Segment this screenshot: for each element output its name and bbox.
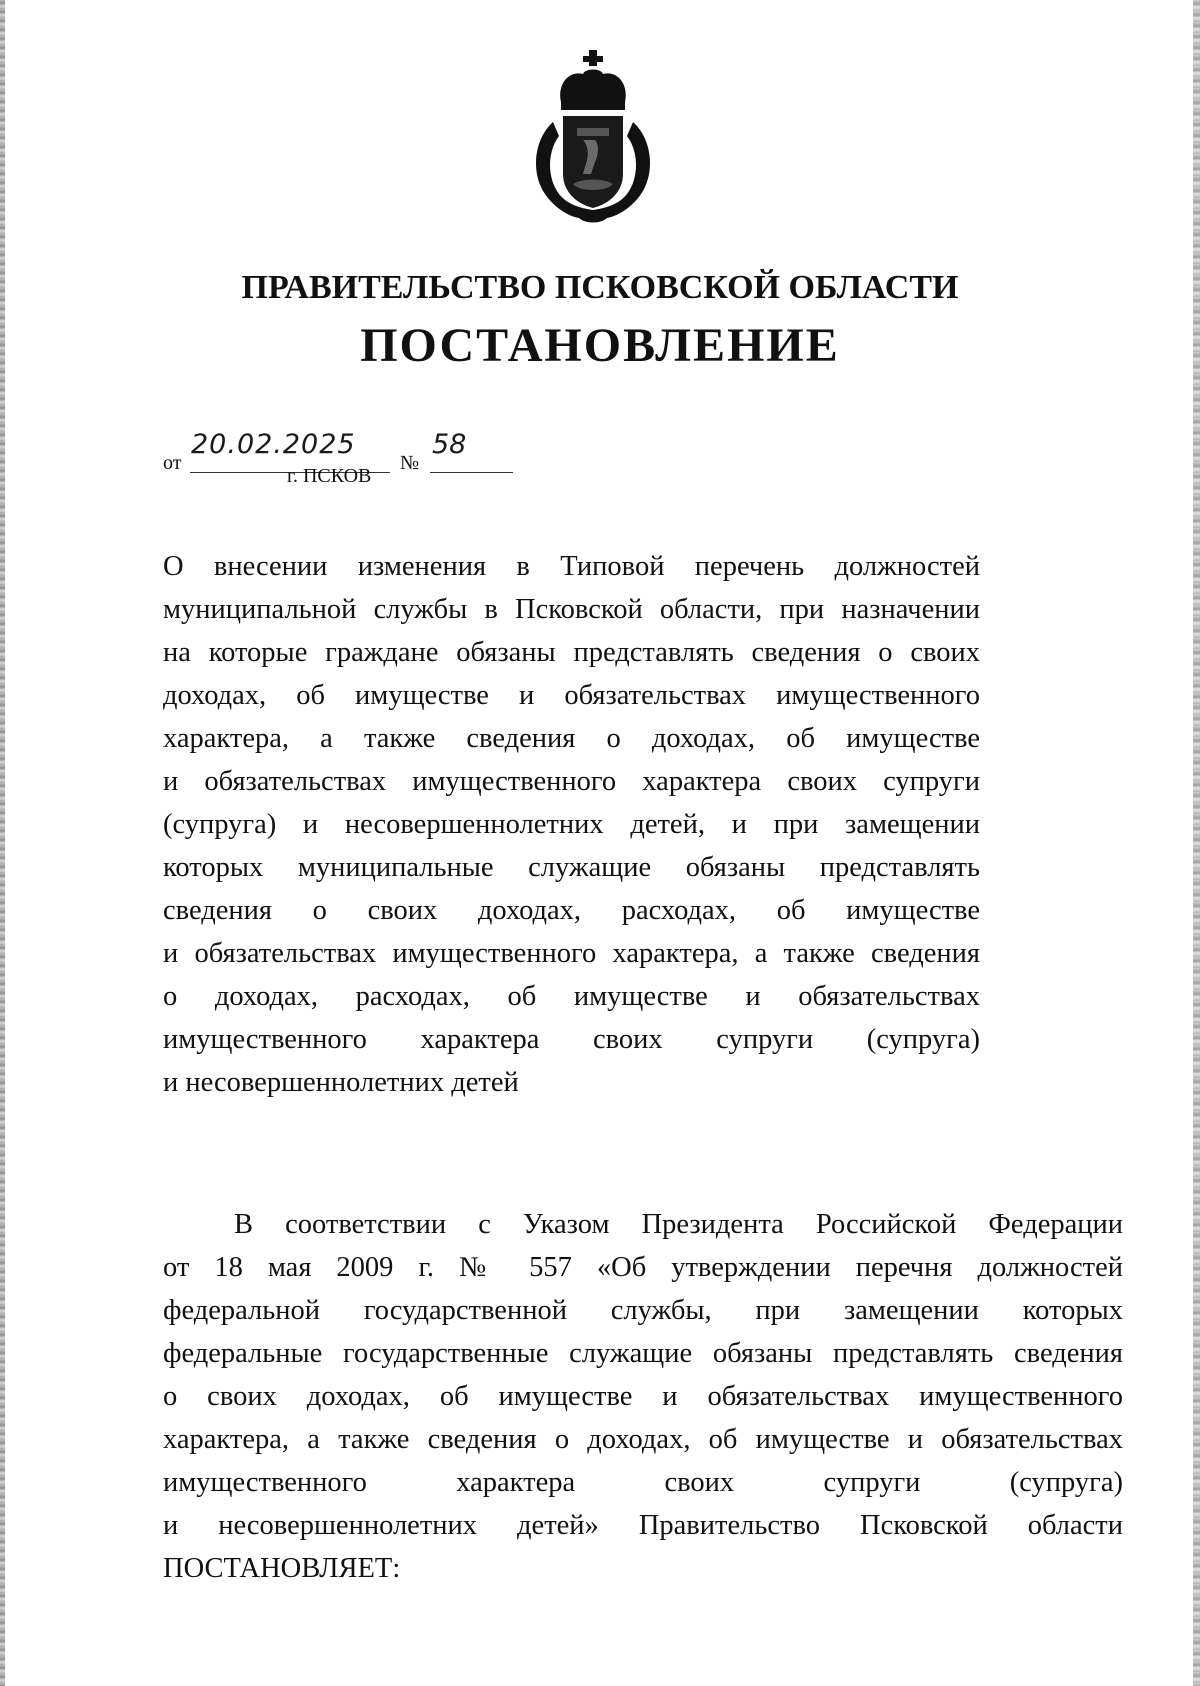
subject-line: и обязательствах имущественного характера своих супруги <box>163 766 980 797</box>
subject-line: сведения о своих доходах, расходах, об имуществе <box>163 895 980 926</box>
number-underline <box>430 472 513 473</box>
body-line: характера, а также сведения о доходах, об имуществе и обязательствах <box>163 1424 1123 1455</box>
subject-line: которых муниципальные служащие обязаны представлять <box>163 852 980 883</box>
document-body <box>163 1203 1123 1590</box>
subject-line: характера, а также сведения о доходах, об имуществе <box>163 723 980 754</box>
body-line: ПОСТАНОВЛЯЕТ: <box>163 1553 401 1584</box>
document-number: 58 <box>432 429 467 460</box>
body-line: В соответствии с Указом Президента Российской Федерации <box>234 1209 1123 1240</box>
document-date: 20.02.2025 <box>191 429 356 460</box>
scan-edge-right <box>1193 0 1200 1686</box>
subject-line: на которые граждане обязаны представлять сведения о своих <box>163 637 980 668</box>
subject-line: муниципальной службы в Псковской области, при назначении <box>163 594 980 625</box>
date-prefix-label: от <box>163 452 182 474</box>
document-type-title: ПОСТАНОВЛЕНИЕ <box>360 319 840 372</box>
body-line: имущественного характера своих супруги (супруга) <box>163 1467 1123 1498</box>
document-city: г. ПСКОВ <box>287 465 372 487</box>
number-prefix-label: № <box>400 452 420 474</box>
body-line: федеральной государственной службы, при замещении которых <box>163 1295 1123 1326</box>
body-line: федеральные государственные служащие обязаны представлять сведения <box>163 1338 1123 1369</box>
subject-line: доходах, об имуществе и обязательствах имущественного <box>163 680 980 711</box>
subject-line: (супруга) и несовершеннолетних детей, и при замещении <box>163 809 980 840</box>
subject-line: и несовершеннолетних детей <box>163 1067 519 1098</box>
subject-line: и обязательствах имущественного характера, а также сведения <box>163 938 980 969</box>
coat-of-arms-emblem <box>523 44 663 234</box>
subject-line: о доходах, расходах, об имуществе и обязательствах <box>163 981 980 1012</box>
body-line: от 18 мая 2009 г. № 557 «Об утверждении перечня должностей <box>163 1252 1123 1283</box>
body-line: и несовершеннолетних детей» Правительство Псковской области <box>163 1510 1123 1541</box>
scan-edge-left <box>0 0 5 1686</box>
subject-line: имущественного характера своих супруги (супруга) <box>163 1024 980 1055</box>
body-line: о своих доходах, об имуществе и обязательствах имущественного <box>163 1381 1123 1412</box>
subject-line: О внесении изменения в Типовой перечень должностей <box>163 551 980 582</box>
organization-name: ПРАВИТЕЛЬСТВО ПСКОВСКОЙ ОБЛАСТИ <box>241 269 959 306</box>
document-subject <box>163 545 980 1104</box>
